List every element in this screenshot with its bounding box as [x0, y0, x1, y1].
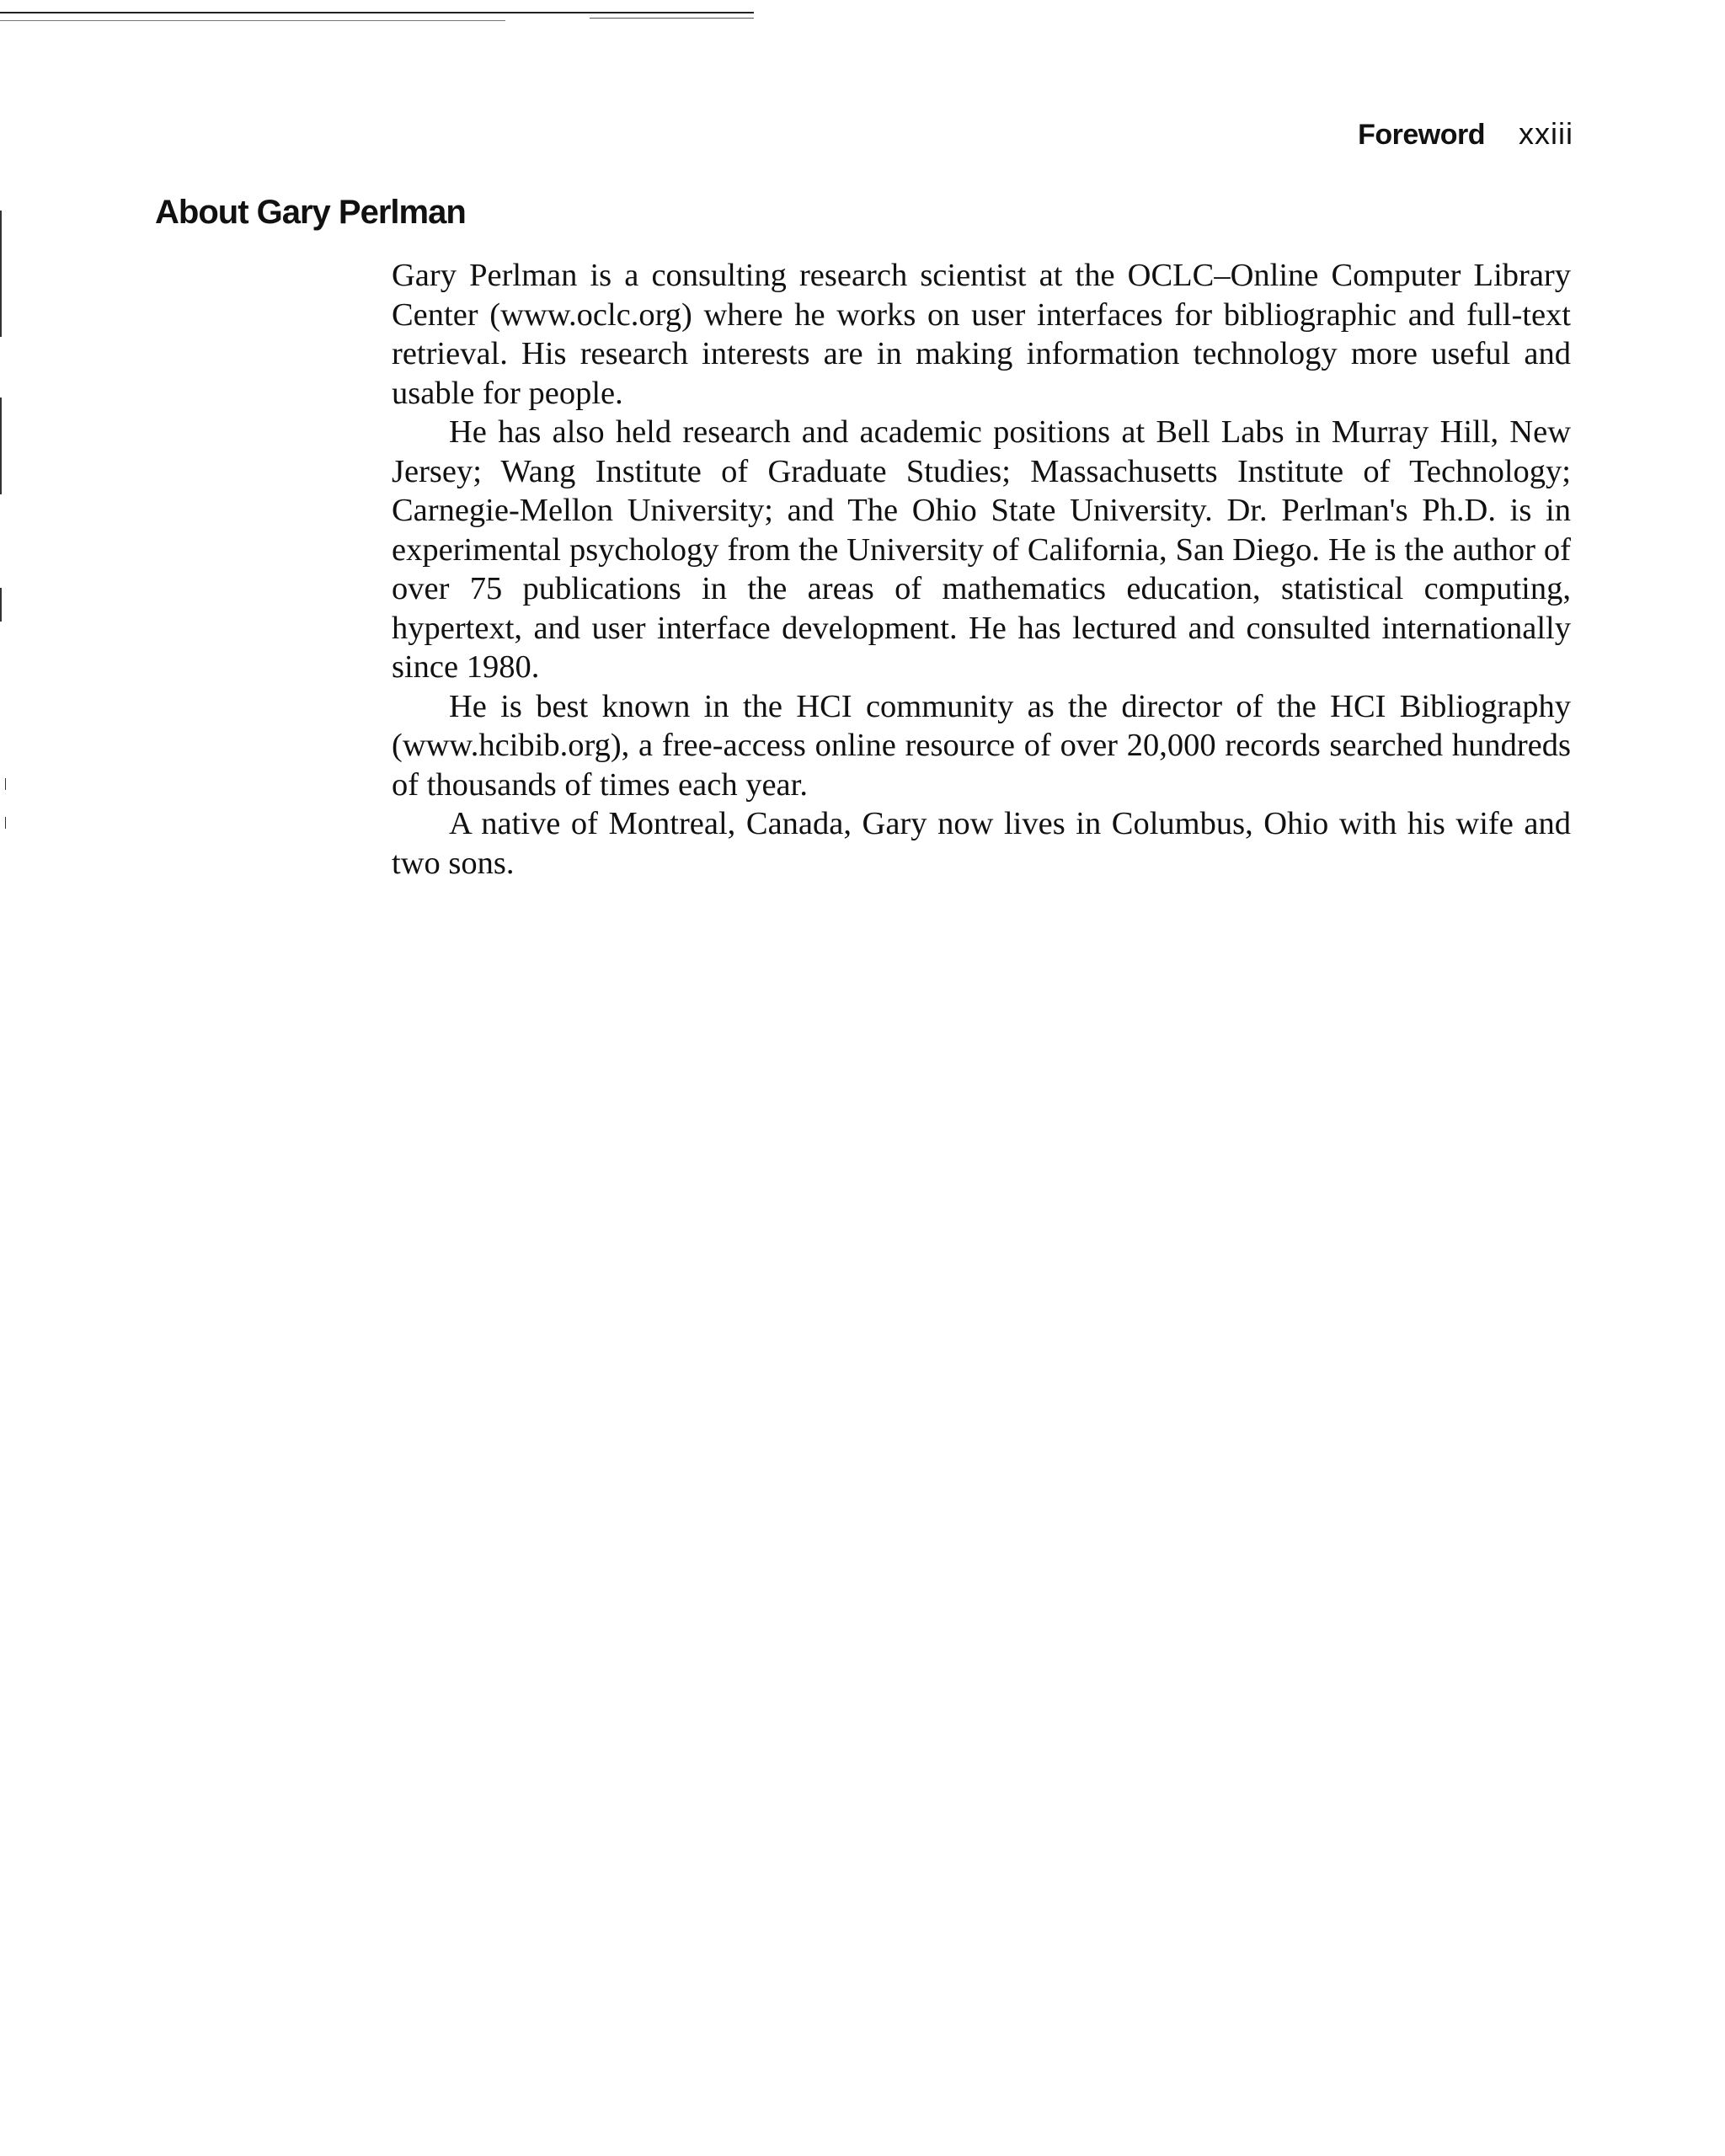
- top-rule-secondary: [590, 18, 754, 19]
- top-rule: [0, 12, 754, 13]
- margin-mark: [5, 778, 6, 790]
- body-text: [392, 256, 1571, 883]
- margin-mark: [0, 398, 2, 494]
- margin-mark: [5, 817, 6, 829]
- paragraph-3: He is best known in the HCI community as the director of the HCI Bibliography (www.hcibib.org), a free-access online resource of over 20,000 records searched hundreds of thousands of times each year.: [392, 688, 1571, 803]
- top-rule-tertiary: [0, 20, 505, 21]
- paragraph-2: He has also held research and academic positions at Bell Labs in Murray Hill, New Jersey; Wang Institute of Graduate Studies; Massachusetts Institute of Technology; Carnegie-Mellon University; and The Ohio State University. Dr. Perlman's Ph.D. is in experimental psychology from the University of California, San Diego. He is the author of over 75 publications in the areas of mathematics education, statistical computing, hypertext, and user interface development. He has lectured and consulted internationally since 1980.: [392, 414, 1571, 685]
- margin-mark: [0, 588, 2, 622]
- section-title: About Gary Perlman: [155, 194, 466, 231]
- paragraph-1: Gary Perlman is a consulting research scientist at the OCLC–Online Computer Library Center (www.oclc.org) where he works on user interfaces for bibliographic and full-text retrieval. His research interests are in making information technology more useful and usable for people.: [392, 258, 1571, 411]
- running-head-section: Foreword: [1358, 119, 1485, 151]
- paragraph-4: A native of Montreal, Canada, Gary now lives in Columbus, Ohio with his wife and two sons.: [392, 806, 1571, 881]
- running-head: [1358, 116, 1573, 152]
- page-number: xxiii: [1519, 116, 1573, 151]
- margin-mark: [0, 211, 2, 337]
